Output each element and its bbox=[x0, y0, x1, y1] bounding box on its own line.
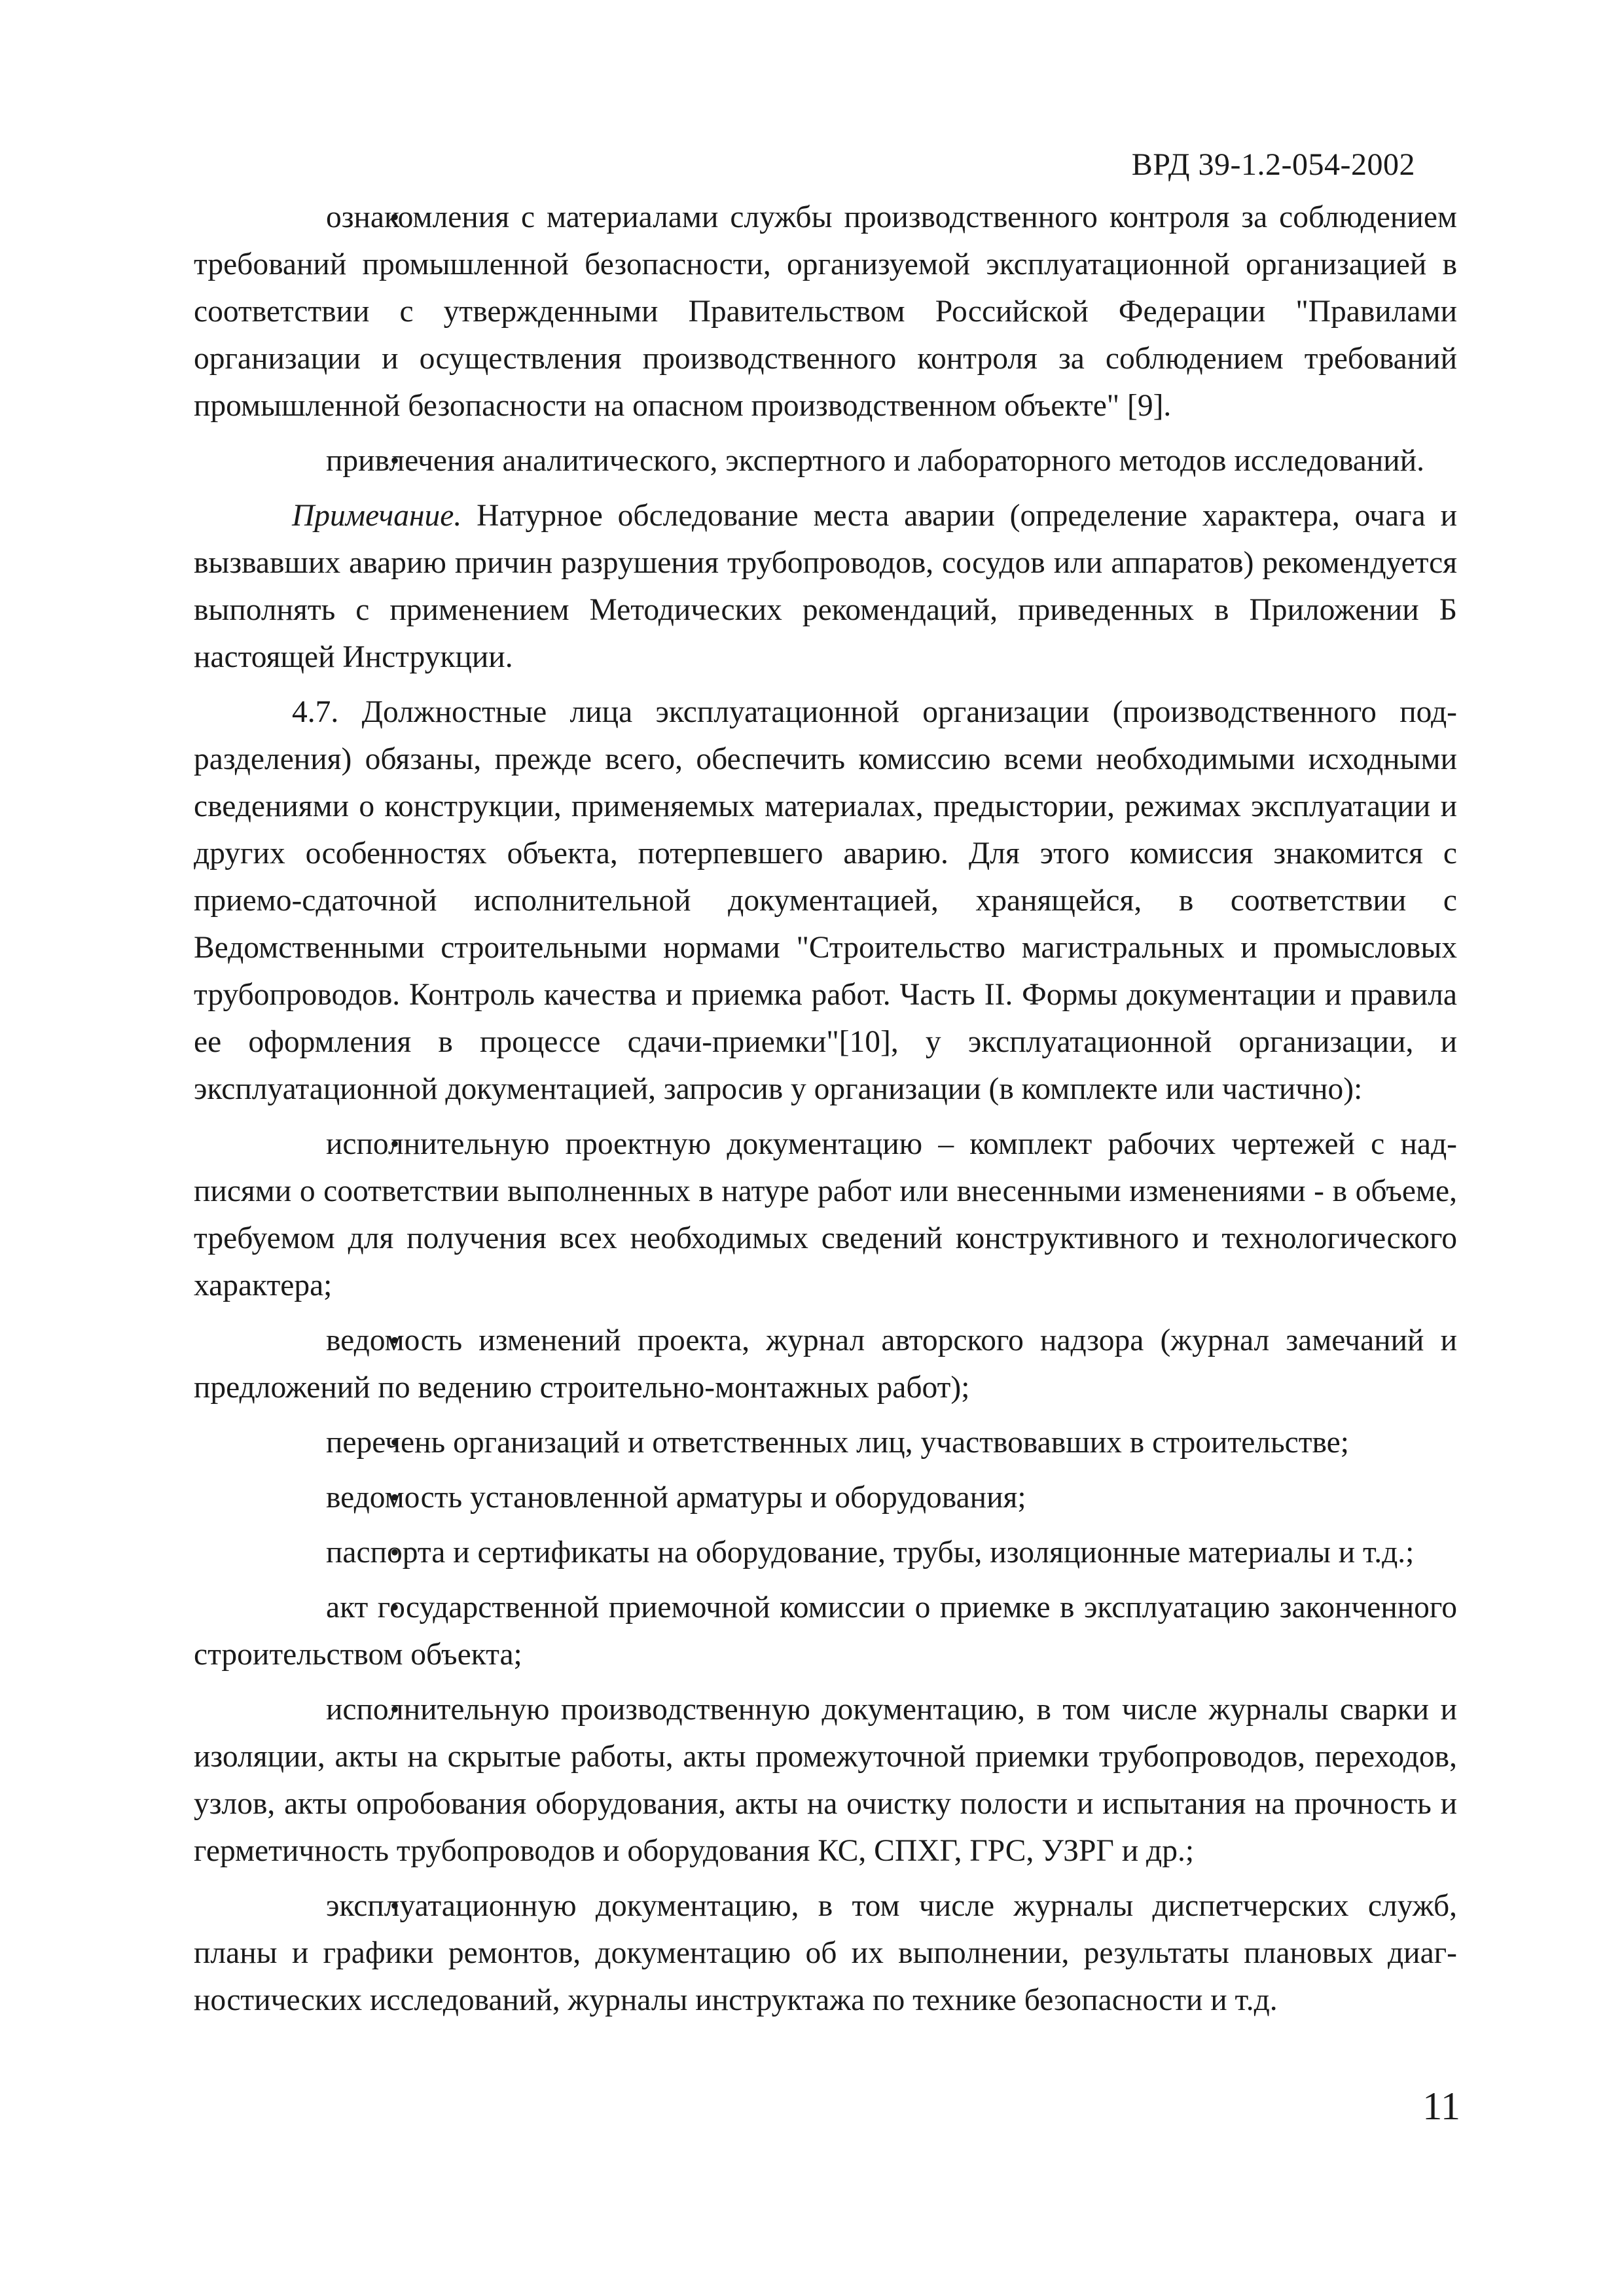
bullet-item-operational-documentation: • эксплуатационную документацию, в том числе журналы диспетчерских служб, планы и графики ремонтов, документацию об их выполнении, результаты плановых диагностических исследований, журналы инструктажа по технике безопасности и т.д. bbox=[194, 1882, 1457, 2024]
note-paragraph bbox=[194, 492, 1457, 681]
page-number: 11 bbox=[1422, 2085, 1460, 2128]
bullet-item-design-documentation: • исполнительную проектную документацию – комплект рабочих чертежей с надписями о соответствии выполненных в натуре работ или внесенными изменениями - в объеме, требуемом для получения всех необходимых сведений конструктивного и технологического характера; bbox=[194, 1121, 1457, 1309]
bullet-item-change-log: • ведомость изменений проекта, журнал авторского надзора (журнал замечаний и предложений по ведению строительно-монтажных работ); bbox=[194, 1317, 1457, 1411]
document-code: ВРД 39-1.2-054-2002 bbox=[1131, 147, 1415, 182]
bullet-item-fittings-list: • ведомость установленной арматуры и оборудования; bbox=[194, 1474, 1457, 1521]
note-label: Примечание. bbox=[292, 499, 462, 533]
bullet-item-acceptance-act: • акт государственной приемочной комиссии о приемке в эксплуатацию законченного строительством объекта; bbox=[194, 1584, 1457, 1678]
bullet-item-organizations-list: • перечень организаций и ответственных лиц, участвовавших в строительстве; bbox=[194, 1419, 1457, 1466]
bullet-item-production-control: • ознакомления с материалами службы производственного контроля за соблюдением требований промышленной безопасности, организуемой эксплуатационной организацией в соответствии с утвержденными Правительством Российской Федерации "Правилами организации и осуществления производственного контроля за соблюдением требований промышленной безопасности на опасном производственном объекте" [9]. bbox=[194, 194, 1457, 429]
bullet-item-analytical-methods: • привлечения аналитического, экспертного и лабораторного методов исследований. bbox=[194, 437, 1457, 484]
note-text: Натурное обследование места аварии (определение характера, очага и вызвавших аварию причин разрушения трубопроводов, сосудов или аппаратов) рекомендуется выполнять с применением Методических рекомендаций, приведенных в Приложении Б настоящей Инструкции. bbox=[194, 499, 1457, 674]
bullet-item-certificates: • паспорта и сертификаты на оборудование, трубы, изоляционные материалы и т.д.; bbox=[194, 1529, 1457, 1576]
page-body bbox=[194, 194, 1457, 2032]
bullet-item-production-documentation: • исполнительную производственную документацию, в том числе журналы сварки и изоляции, акты на скрытые работы, акты промежуточной приемки трубопроводов, переходов, узлов, акты опробования оборудования, акты на очистку полости и испытания на прочность и герметичность трубопроводов и оборудования КС, СПХГ, ГРС, УЗРГ и др.; bbox=[194, 1686, 1457, 1874]
section-4-7-paragraph: 4.7. Должностные лица эксплуатационной организации (производственного подразделения) обязаны, прежде всего, обеспечить комиссию всеми необходимыми исходными сведениями о конструкции, применяемых материалах, предыстории, режимах эксплуатации и других особенностях объекта, потерпевшего аварию. Для этого комиссия знакомится с приемо-сдаточной исполнительной документацией, хранящейся, в соответствии с Ведомственными строительными нормами "Строительство магистральных и промысловых трубопроводов. Контроль качества и приемка работ. Часть II. Формы документации и правила ее оформления в процессе сдачи-приемки"[10], у эксплуатационной организации, и эксплуатационной документацией, запросив у организации (в комплекте или частично): bbox=[194, 695, 1457, 1106]
